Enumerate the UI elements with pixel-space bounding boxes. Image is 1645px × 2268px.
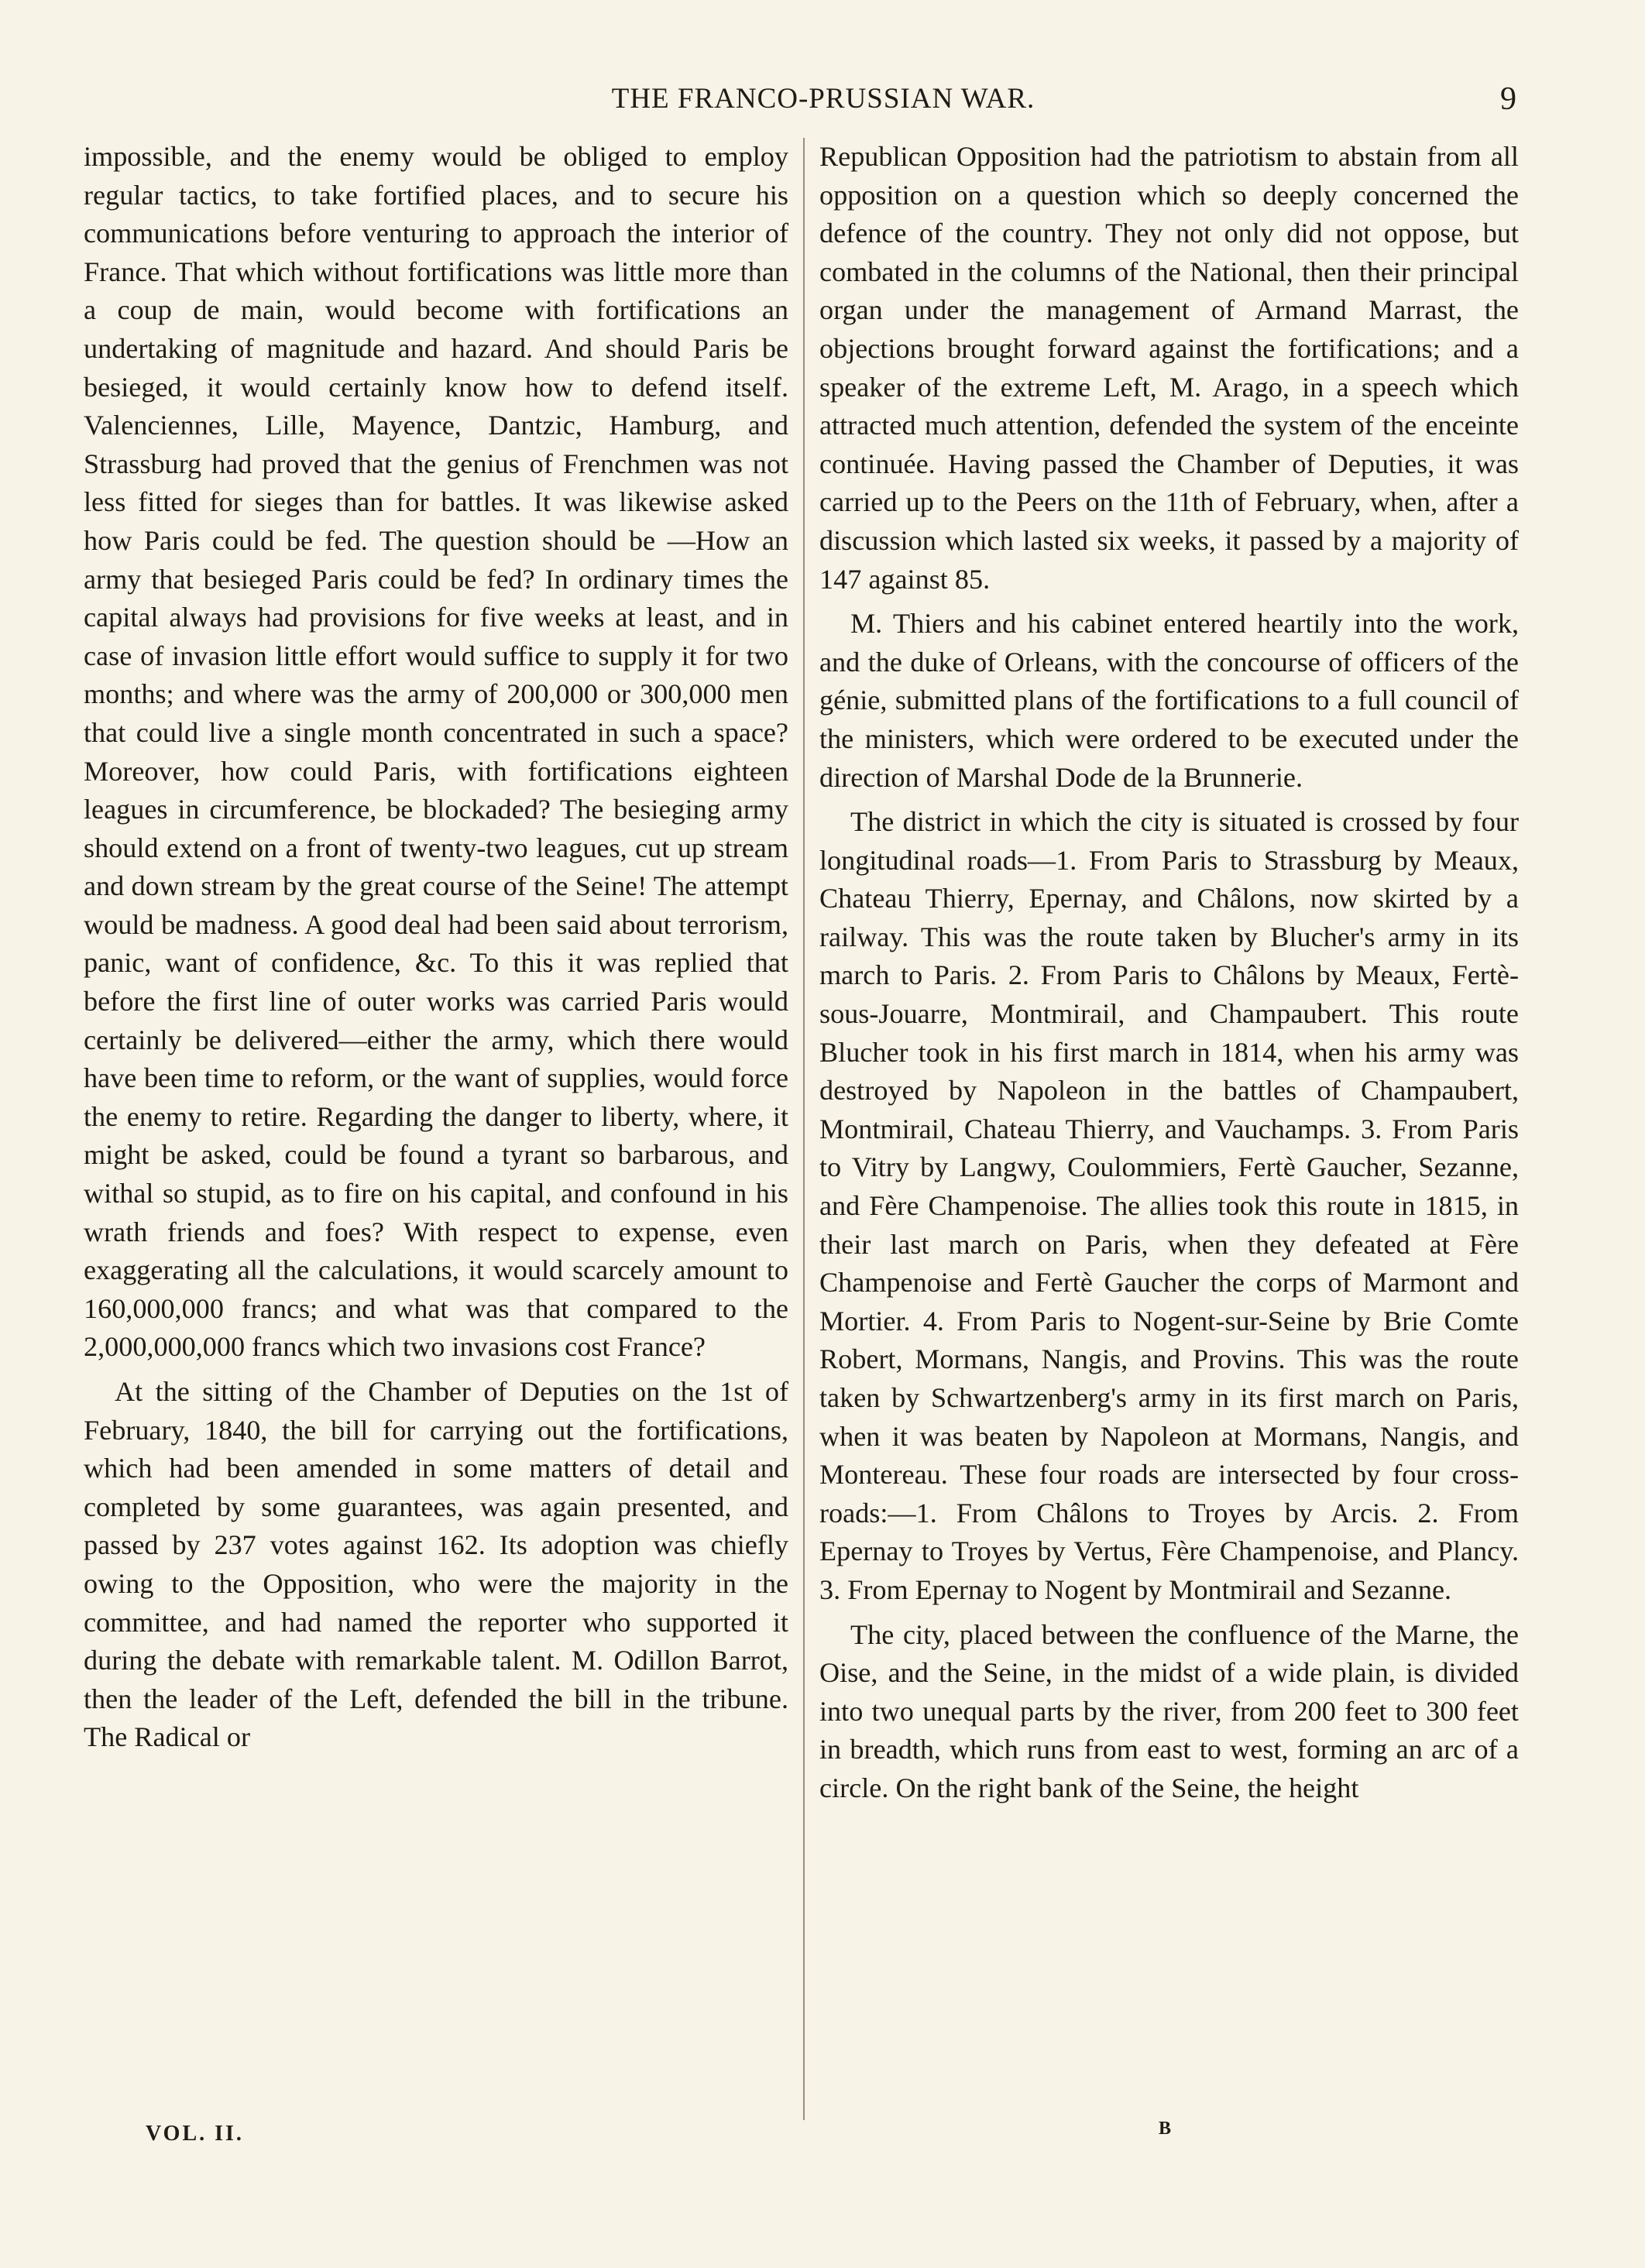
left-paragraph-2: At the sitting of the Chamber of Deputies on the 1st of February, 1840, the bill for carrying out the fortifications, which had been amended in some matters of detail and completed by some guarantees, was again presented, and passed by 237 votes against 162. Its adoption was chiefly owing to the Opposition, who were the majority in the committee, and had named the reporter who supported it during the debate with remarkable talent. M. Odillon Barrot, then the leader of the Left, defended the bill in the tribune. The Radical or	[84, 1376, 788, 1753]
volume-marker: VOL. II.	[146, 2122, 244, 2146]
left-paragraph-1: impossible, and the enemy would be obliged to employ regular tactics, to take fortified places, and to secure his communications before venturing to approach the interior of France. That which without fortifications was little more than a coup de main, would become with fortifications an undertaking of magnitude and hazard. And should Paris be besieged, it would certainly know how to defend itself. Valenciennes, Lille, Mayence, Dantzic, Hamburg, and Strassburg had proved that the genius of Frenchmen was not less fitted for sieges than for battles. It was likewise asked how Paris could be fed. The question should be —How an army that besieged Paris could be fed? In ordinary times the capital always had provisions for five weeks at least, and in case of invasion little effort would suffice to supply it for two months; and where was the army of 200,000 or 300,000 men that could live a single month concentrated in such a space? Moreover, how could Paris, with fortifications eighteen leagues in circumference, be blockaded? The besieging army should extend on a front of twenty-two leagues, cut up stream and down stream by the great course of the Seine! The attempt would be madness. A good deal had been said about terrorism, panic, want of confidence, &c. To this it was replied that before the first line of outer works was carried Paris would certainly be delivered—either the army, which there would have been time to reform, or the want of supplies, would force the enemy to retire. Regarding the danger to liberty, where, it might be asked, could be found a tyrant so barbarous, and withal so stupid, as to fire on his capital, and confound in his wrath friends and foes? With respect to expense, even exaggerating all the calculations, it would scarcely amount to 160,000,000 francs; and what was that compared to the 2,000,000,000 francs which two invasions cost France?	[84, 141, 788, 1363]
right-paragraph-1: Republican Opposition had the patriotism to abstain from all opposition on a question which so deeply concerned the defence of the country. They not only did not oppose, but combated in the columns of the National, then their principal organ under the management of Armand Marrast, the objections brought forward against the fortifications; and a speaker of the extreme Left, M. Arago, in a speech which attracted much attention, defended the system of the enceinte continuée. Having passed the Chamber of Deputies, it was carried up to the Peers on the 11th of February, when, after a discussion which lasted six weeks, it passed by a majority of 147 against 85.	[819, 141, 1519, 595]
right-paragraph-2: M. Thiers and his cabinet entered heartily into the work, and the duke of Orleans, with the concourse of officers of the génie, submitted plans of the fortifications to a full council of the ministers, which were ordered to be executed under the direction of Marshal Dode de la Brunnerie.	[819, 608, 1519, 793]
signature-mark: B	[1159, 2119, 1172, 2139]
running-head	[84, 76, 1563, 122]
running-title: THE FRANCO-PRUSSIAN WAR.	[611, 83, 1035, 115]
column-divider	[803, 138, 805, 2120]
right-paragraph-3: The district in which the city is situated is crossed by four longitudinal roads—1. From Paris to Strassburg by Meaux, Chateau Thierry, Epernay, and Châlons, now skirted by a railway. This was the route taken by Blucher's army in its march to Paris. 2. From Paris to Châlons by Meaux, Fertè-sous-Jouarre, Montmirail, and Champaubert. This route Blucher took in his first march in 1814, when his army was destroyed by Napoleon in the battles of Champaubert, Montmirail, Chateau Thierry, and Vauchamps. 3. From Paris to Vitry by Langwy, Coulommiers, Fertè Gaucher, Sezanne, and Fère Champenoise. The allies took this route in 1815, in their last march on Paris, when they defeated at Fère Champenoise and Fertè Gaucher the corps of Marmont and Mortier. 4. From Paris to Nogent-sur-Seine by Brie Comte Robert, Mormans, Nangis, and Provins. This was the route taken by Schwartzenberg's army in its first march on Paris, when it was beaten by Napoleon at Mormans, Nangis, and Montereau. These four roads are intersected by four cross-roads:—1. From Châlons to Troyes by Arcis. 2. From Epernay to Troyes by Vertus, Fère Champenoise, and Plancy. 3. From Epernay to Nogent by Montmirail and Sezanne.	[819, 806, 1519, 1605]
right-column	[819, 138, 1519, 1808]
left-column	[84, 138, 788, 1757]
right-paragraph-4: The city, placed between the confluence of the Marne, the Oise, and the Seine, in the midst of a wide plain, is divided into two unequal parts by the river, from 200 feet to 300 feet in breadth, which runs from east to west, forming an arc of a circle. On the right bank of the Seine, the height	[819, 1618, 1519, 1803]
page-number: 9	[1500, 81, 1516, 117]
